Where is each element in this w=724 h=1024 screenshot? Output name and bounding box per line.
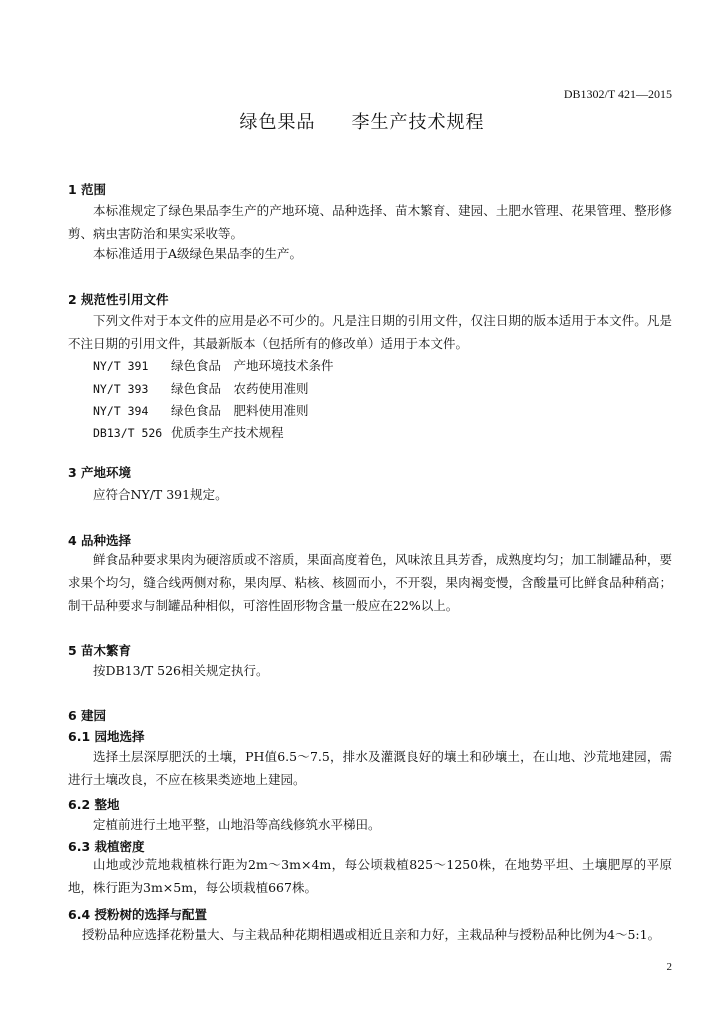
- section-1-heading: 1 范围: [68, 182, 107, 197]
- title-part-1: 绿色果品: [239, 112, 316, 133]
- section-6-3-heading: 6.3 栽植密度: [68, 839, 145, 854]
- reference-item: NY/T 394 绿色食品 肥料使用准则: [93, 403, 309, 418]
- standard-code: DB1302/T 421—2015: [563, 87, 672, 101]
- document-title: [0, 108, 724, 134]
- title-part-2: 李生产技术规程: [351, 112, 485, 133]
- reference-item: DB13/T 526 优质李生产技术规程: [93, 425, 284, 440]
- section-6-1-paragraph: 选择土层深厚肥沃的土壤，PH值6.5～7.5，排水及灌溉良好的壤土和砂壤土，在山地、沙荒地建园，需进行土壤改良，不应在核果类迹地上建园。: [68, 749, 672, 787]
- section-6-2-heading: 6.2 整地: [68, 797, 120, 812]
- section-5-heading: 5 苗木繁育: [68, 643, 132, 658]
- section-4-heading: 4 品种选择: [68, 533, 132, 548]
- reference-item: NY/T 393 绿色食品 农药使用准则: [93, 381, 309, 396]
- section-2-paragraph-1: 下列文件对于本文件的应用是必不可少的。凡是注日期的引用文件，仅注日期的版本适用于本文件。凡是不注日期的引用文件，其最新版本（包括所有的修改单）适用于本文件。: [68, 313, 672, 351]
- page-number: 2: [666, 961, 672, 973]
- section-6-4-heading: 6.4 授粉树的选择与配置: [68, 907, 207, 922]
- section-3-paragraph-1: 应符合NY/T 391规定。: [93, 487, 228, 502]
- section-6-3-paragraph: 山地或沙荒地栽植株行距为2m～3m×4m，每公顷栽植825～1250株，在地势平坦、土壤肥厚的平原地，株行距为3m×5m，每公顷栽植667株。: [68, 857, 672, 895]
- section-5-paragraph-1: 按DB13/T 526相关规定执行。: [93, 663, 269, 678]
- section-3-heading: 3 产地环境: [68, 465, 132, 480]
- section-2-heading: 2 规范性引用文件: [68, 292, 169, 307]
- section-6-heading: 6 建园: [68, 708, 107, 723]
- section-6-1-heading: 6.1 园地选择: [68, 729, 145, 744]
- section-6-2-paragraph: 定植前进行土地平整，山地沿等高线修筑水平梯田。: [93, 817, 381, 832]
- section-1-paragraph-2: 本标准适用于A级绿色果品李的生产。: [93, 246, 303, 261]
- section-6-4-paragraph: 授粉品种应选择花粉量大、与主栽品种花期相遇或相近且亲和力好，主栽品种与授粉品种比例为4～5:1。: [82, 927, 661, 942]
- section-1-paragraph-1: 本标准规定了绿色果品李生产的产地环境、品种选择、苗木繁育、建园、土肥水管理、花果管理、整形修剪、病虫害防治和果实采收等。: [68, 203, 672, 241]
- reference-item: NY/T 391 绿色食品 产地环境技术条件: [93, 358, 334, 373]
- section-4-paragraph-1: 鲜食品种要求果肉为硬溶质或不溶质，果面高度着色，风味浓且具芳香，成熟度均匀；加工制罐品种，要求果个均匀，缝合线两侧对称，果肉厚、粘核、核圆而小，不开裂，果肉褐变慢，含酸量可比鲜食品种稍高；制干品种要求与制罐品种相似，可溶性固形物含量一般应在22%以上。: [68, 552, 672, 613]
